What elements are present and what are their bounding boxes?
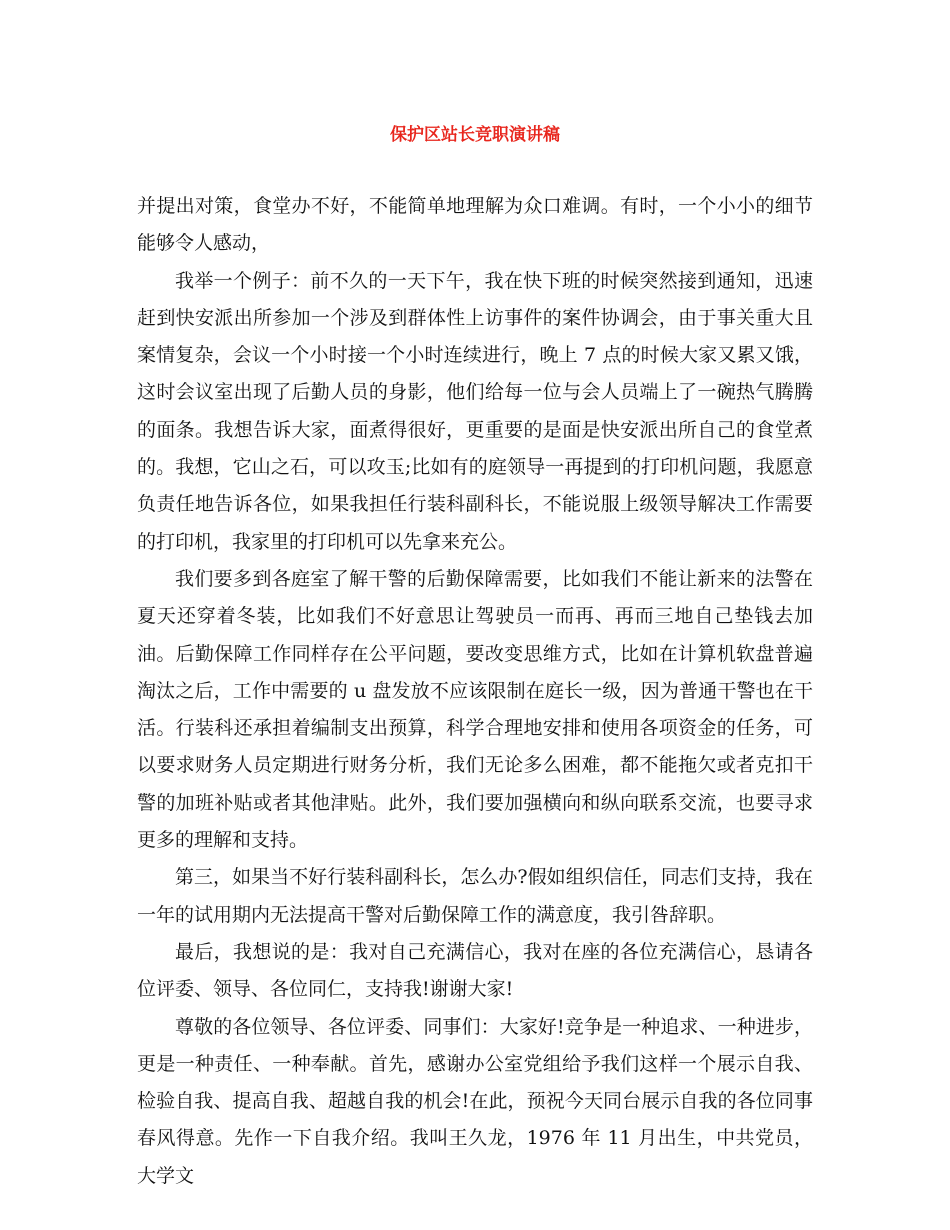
body-paragraph: 我举一个例子：前不久的一天下午，我在快下班的时候突然接到通知，迅速赶到快安派出所参加一个涉及到群体性上访事件的案件协调会，由于事关重大且案情复杂，会议一个小时接一个小时连续进行，晚上 7 点的时候大家又累又饿，这时会议室出现了后勤人员的身影，他们给每一位与会人员端上了一碗热气腾腾的面条。我想告诉大家，面煮得很好，更重要的是面是快安派出所自己的食堂煮的。我想，它山之石，可以攻玉;比如有的庭领导一再提到的打印机问题，我愿意负责任地告诉各位，如果我担任行装科副科长，不能说服上级领导解决工作需要的打印机，我家里的打印机可以先拿来充公。: [137, 269, 813, 553]
body-paragraph: 我们要多到各庭室了解干警的后勤保障需要，比如我们不能让新来的法警在夏天还穿着冬装，比如我们不好意思让驾驶员一而再、再而三地自己垫钱去加油。后勤保障工作同样存在公平问题，要改变思维方式，比如在计算机软盘普遍淘汰之后，工作中需要的 u 盘发放不应该限制在庭长一级，因为普通干警也在干活。行装科还承担着编制支出预算，科学合理地安排和使用各项资金的任务，可以要求财务人员定期进行财务分析，我们无论多么困难，都不能拖欠或者克扣干警的加班补贴或者其他津贴。此外，我们要加强横向和纵向联系交流，也要寻求更多的理解和支持。: [137, 567, 813, 852]
document-title: 保护区站长竞职演讲稿: [390, 125, 560, 145]
body-paragraph: 最后，我想说的是：我对自己充满信心，我对在座的各位充满信心，恳请各位评委、领导、各位同仁，支持我!谢谢大家!: [137, 940, 813, 1001]
body-paragraph: 第三，如果当不好行装科副科长，怎么办?假如组织信任，同志们支持，我在一年的试用期内无法提高干警对后勤保障工作的满意度，我引咎辞职。: [137, 866, 813, 926]
body-paragraph: 尊敬的各位领导、各位评委、同事们：大家好!竞争是一种追求、一种进步，更是一种责任、一种奉献。首先，感谢办公室党组给予我们这样一个展示自我、检验自我、提高自我、超越自我的机会!在此，预祝今天同台展示自我的各位同事春风得意。先作一下自我介绍。我叫王久龙，1976 年 11 月出生，中共党员，大学文: [137, 1015, 813, 1187]
body-paragraph-continued: 并提出对策，食堂办不好，不能简单地理解为众口难调。有时，一个小小的细节能够令人感动，: [137, 195, 813, 255]
document-body: [137, 188, 813, 1195]
